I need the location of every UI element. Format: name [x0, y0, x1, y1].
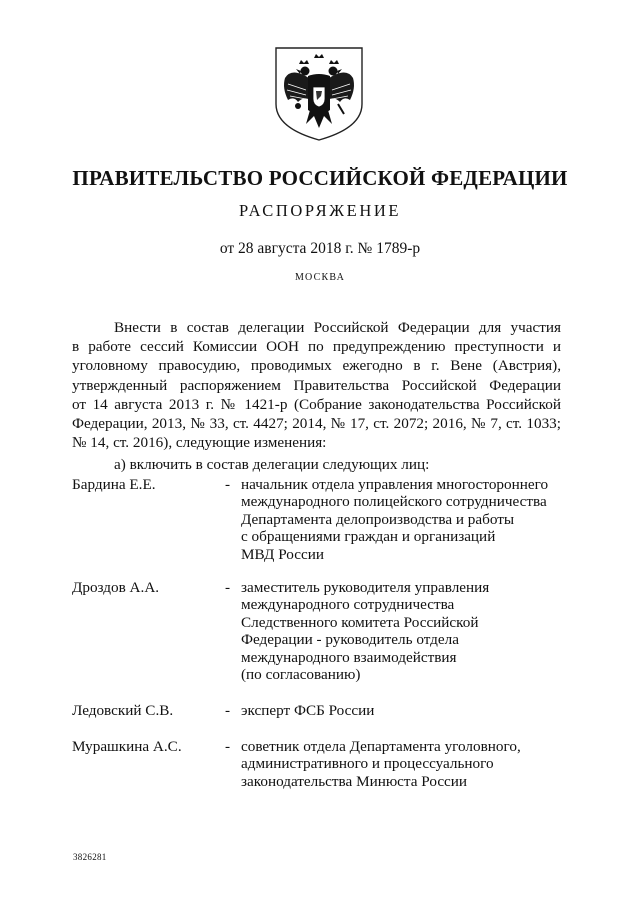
- paragraph-line: в работе сессий Комиссии ООН по предупреждению преступности и: [72, 338, 561, 356]
- member-dash: -: [225, 702, 231, 719]
- position-line: заместитель руководителя управления: [241, 579, 490, 596]
- sub-item-a: а) включить в состав делегации следующих лиц:: [114, 456, 430, 473]
- position-line: международного полицейского сотрудничества: [241, 493, 547, 511]
- position-line: Федерации - руководитель отдела: [241, 631, 459, 649]
- member-name: Бардина Е.Е.: [72, 476, 156, 493]
- paragraph-line: утвержденный распоряжением Правительства Российской Федерации: [72, 376, 561, 394]
- member-position: [241, 738, 521, 790]
- member-position: [241, 476, 548, 563]
- member-name: Ледовский С.В.: [72, 702, 174, 719]
- member-dash: -: [225, 738, 231, 755]
- position-line: (по согласованию): [241, 666, 361, 684]
- position-line: начальник отдела управления многостороннего: [241, 476, 549, 493]
- position-line: законодательства Минюста России: [241, 772, 468, 790]
- double-headed-eagle-icon: [272, 44, 366, 142]
- paragraph-line: уголовному правосудию, проводимых ежегодно в г. Вене (Австрия),: [72, 357, 561, 375]
- paragraph-line: № 14, ст. 2016), следующие изменения:: [72, 434, 327, 452]
- document-type: РАСПОРЯЖЕНИЕ: [238, 201, 402, 220]
- member-dash: -: [225, 579, 231, 596]
- member-name: Дроздов А.А.: [72, 579, 160, 596]
- position-line: Департамента делопроизводства и работы: [241, 510, 515, 528]
- position-line: советник отдела Департамента уголовного,: [241, 738, 521, 755]
- position-line: Следственного комитета Российской: [241, 613, 479, 631]
- member-position: [241, 579, 489, 683]
- document-footer-code: 3826281: [73, 852, 107, 862]
- position-line: международного взаимодействия: [241, 648, 457, 666]
- position-line: эксперт ФСБ России: [241, 702, 375, 719]
- position-line: МВД России: [241, 545, 324, 563]
- document-city: МОСКВА: [294, 272, 346, 283]
- member-position: [241, 702, 374, 719]
- main-paragraph: [72, 318, 561, 452]
- paragraph-line: Федерации, 2013, № 33, ст. 4427; 2014, № 17, ст. 2072; 2016, № 7, ст. 1033;: [72, 415, 561, 433]
- position-line: административного и процессуального: [241, 755, 494, 773]
- paragraph-line: от 14 августа 2013 г. № 1421-р (Собрание законодательства Российской: [72, 395, 561, 413]
- position-line: с обращениями граждан и организаций: [241, 528, 496, 546]
- government-title: ПРАВИТЕЛЬСТВО РОССИЙСКОЙ ФЕДЕРАЦИИ: [72, 166, 568, 190]
- position-line: международного сотрудничества: [241, 596, 455, 614]
- member-name: Мурашкина А.С.: [72, 738, 182, 755]
- coat-of-arms-emblem: [272, 44, 366, 142]
- member-dash: -: [225, 476, 231, 493]
- document-date-number: от 28 августа 2018 г. № 1789-р: [219, 240, 421, 257]
- paragraph-line: Внести в состав делегации Российской Федерации для участия: [114, 319, 561, 336]
